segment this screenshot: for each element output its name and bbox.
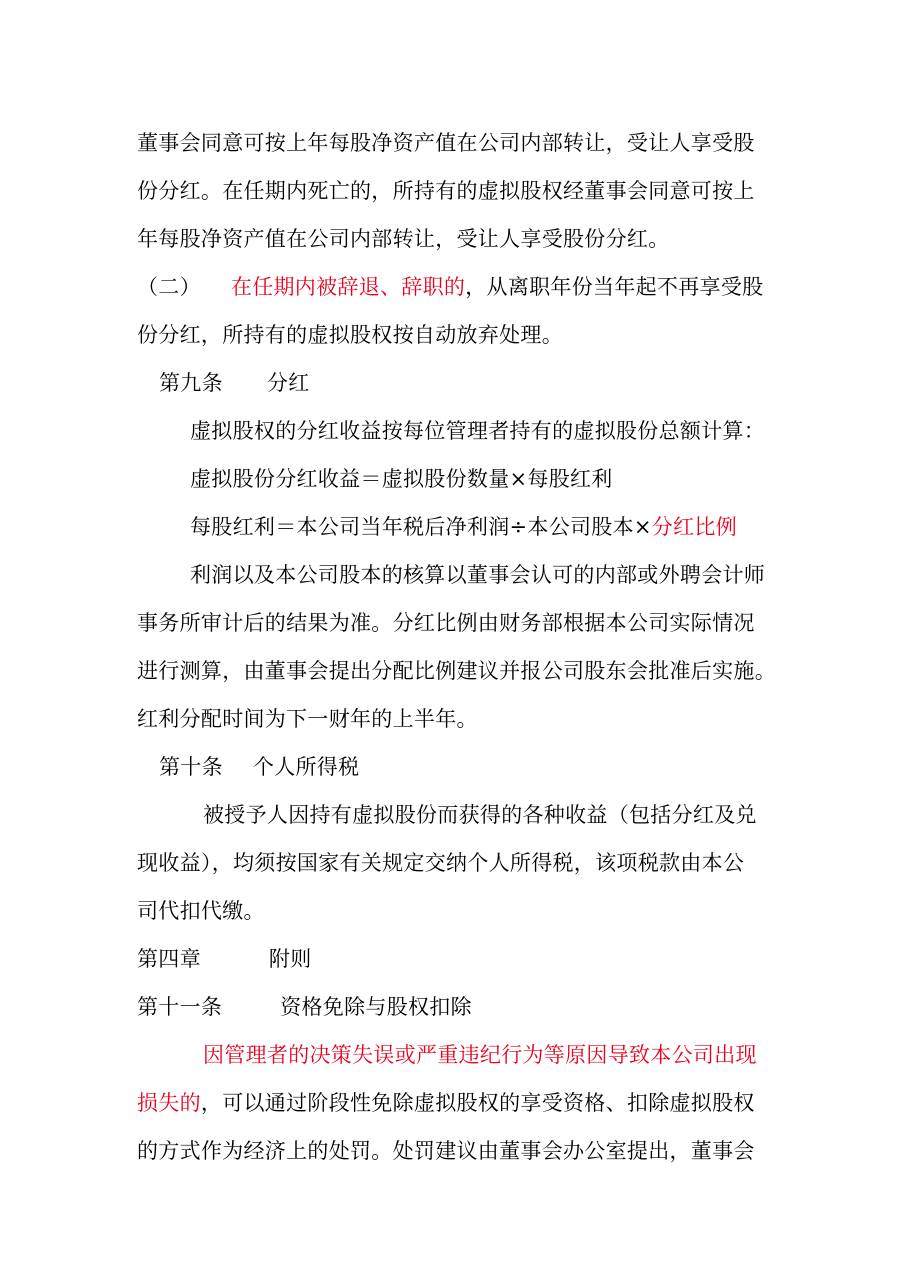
highlighted-text: 在任期内被辞退、辞职的 [230, 275, 466, 299]
paragraph-text: ，可以通过阶段性免除虚拟股权的享受资格、扣除虚拟股权 [200, 1091, 755, 1115]
paragraph-line: 年每股净资产值在公司内部转让，受让人享受股份分红。 [137, 227, 670, 251]
article-title: 个人所得税 [252, 755, 360, 779]
paragraph-line: 事务所审计后的结果为准。分红比例由财务部根据本公司实际情况 [137, 611, 755, 635]
formula-line [190, 512, 737, 542]
paragraph-line: 份分红。在任期内死亡的，所持有的虚拟股权经董事会同意可按上 [137, 179, 755, 203]
paragraph-line: 红利分配时间为下一财年的上半年。 [137, 707, 478, 731]
formula-line: 虚拟股份分红收益＝虚拟股份数量×每股红利 [190, 467, 613, 491]
paragraph-line: 现收益），均须按国家有关规定交纳个人所得税，该项税款由本公 [137, 851, 745, 875]
article-heading [159, 368, 310, 398]
paragraph-line: 司代扣代缴。 [137, 899, 265, 923]
clause-text: ，从离职年份当年起不再享受股 [465, 275, 764, 299]
highlighted-text: 分红比例 [651, 515, 737, 539]
article-heading [159, 752, 359, 782]
paragraph-line: 的方式作为经济上的处罚。处罚建议由董事会办公室提出，董事会 [137, 1139, 755, 1163]
paragraph-line: 虚拟股权的分红收益按每位管理者持有的虚拟股份总额计算： [190, 419, 766, 443]
formula-text: 每股红利＝本公司当年税后净利润÷本公司股本× [190, 515, 652, 539]
clause-item-two [137, 272, 763, 302]
paragraph-line: 利润以及本公司股本的核算以董事会认可的内部或外聘会计师 [190, 563, 766, 587]
clause-number: （二） [137, 275, 201, 299]
paragraph-line [203, 1040, 757, 1070]
article-number: 第九条 [159, 371, 223, 395]
paragraph-line: 董事会同意可按上年每股净资产值在公司内部转让，受让人享受股 [137, 131, 755, 155]
chapter-heading [137, 944, 312, 974]
highlighted-text: 因管理者的决策失误或严重违纪行为等原因导致本公司出现 [203, 1043, 757, 1067]
article-title: 资格免除与股权扣除 [280, 995, 472, 1019]
article-number: 第十条 [159, 755, 223, 779]
article-number: 第十一条 [137, 995, 223, 1019]
paragraph-line: 被授予人因持有虚拟股份而获得的各种收益（包括分红及兑 [203, 803, 757, 827]
article-title: 分红 [266, 371, 310, 395]
highlighted-text: 损失的 [137, 1091, 201, 1115]
paragraph-line: 份分红，所持有的虚拟股权按自动放弃处理。 [137, 323, 563, 347]
paragraph-line: 进行测算，由董事会提出分配比例建议并报公司股东会批准后实施。 [137, 659, 776, 683]
paragraph-line [137, 1088, 755, 1118]
chapter-number: 第四章 [137, 947, 201, 971]
article-heading [137, 992, 472, 1022]
chapter-title: 附则 [268, 947, 312, 971]
